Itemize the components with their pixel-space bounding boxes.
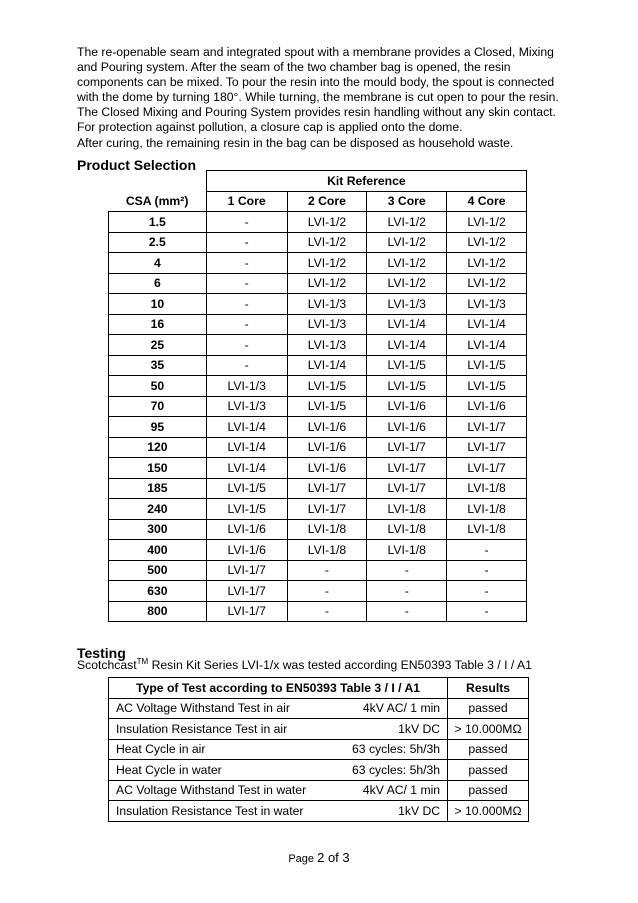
- table-row: [109, 601, 527, 622]
- csa-cell: 800: [109, 601, 207, 622]
- kit-cell: -: [206, 232, 287, 253]
- page-number: 2 of 3: [317, 850, 350, 865]
- kit-cell: LVI-1/5: [447, 376, 527, 397]
- csa-cell: 120: [109, 437, 207, 458]
- kit-cell: LVI-1/5: [447, 355, 527, 376]
- csa-cell: 95: [109, 417, 207, 438]
- csa-cell: 240: [109, 499, 207, 520]
- csa-cell: 50: [109, 376, 207, 397]
- kit-cell: LVI-1/7: [367, 437, 447, 458]
- test-condition-cell: 63 cycles: 5h/3h: [352, 760, 448, 781]
- kit-cell: -: [447, 581, 527, 602]
- test-name-cell: Heat Cycle in air: [109, 739, 352, 760]
- kit-cell: LVI-1/2: [287, 232, 367, 253]
- kit-cell: -: [206, 212, 287, 233]
- kit-cell: LVI-1/2: [287, 253, 367, 274]
- kit-cell: LVI-1/3: [287, 314, 367, 335]
- test-condition-cell: 63 cycles: 5h/3h: [352, 739, 448, 760]
- intro-text: [77, 45, 577, 151]
- kit-cell: -: [206, 314, 287, 335]
- kit-cell: LVI-1/6: [447, 396, 527, 417]
- kit-cell: -: [287, 581, 367, 602]
- table-row: [109, 294, 527, 315]
- kit-cell: LVI-1/3: [447, 294, 527, 315]
- kit-cell: LVI-1/3: [367, 294, 447, 315]
- csa-cell: 35: [109, 355, 207, 376]
- kit-cell: LVI-1/4: [447, 314, 527, 335]
- testing-table: [108, 677, 529, 822]
- page-label: Page: [288, 853, 315, 865]
- core-header: 2 Core: [287, 191, 367, 212]
- kit-cell: -: [206, 253, 287, 274]
- kit-cell: LVI-1/4: [206, 458, 287, 479]
- kit-reference-header: Kit Reference: [206, 171, 526, 192]
- kit-cell: LVI-1/4: [206, 417, 287, 438]
- table-row: [109, 698, 529, 719]
- kit-cell: LVI-1/2: [447, 273, 527, 294]
- kit-cell: -: [206, 273, 287, 294]
- kit-cell: LVI-1/2: [367, 212, 447, 233]
- test-result-cell: passed: [448, 739, 529, 760]
- kit-cell: LVI-1/4: [287, 355, 367, 376]
- table-row: [109, 212, 527, 233]
- csa-cell: 300: [109, 519, 207, 540]
- csa-cell: 500: [109, 560, 207, 581]
- kit-cell: LVI-1/2: [367, 253, 447, 274]
- kit-cell: LVI-1/3: [287, 294, 367, 315]
- table-row: [109, 780, 529, 801]
- product-selection-title: Product Selection: [77, 157, 197, 173]
- table-row: [109, 560, 527, 581]
- test-result-cell: passed: [448, 760, 529, 781]
- csa-cell: 25: [109, 335, 207, 356]
- intro-paragraph: The Closed Mixing and Pouring System provides resin handling without any skin contact.: [77, 105, 556, 120]
- table-row: [109, 417, 527, 438]
- kit-cell: LVI-1/5: [287, 376, 367, 397]
- kit-cell: LVI-1/6: [287, 458, 367, 479]
- kit-cell: LVI-1/4: [447, 335, 527, 356]
- kit-cell: LVI-1/2: [287, 212, 367, 233]
- kit-cell: LVI-1/7: [287, 499, 367, 520]
- kit-cell: LVI-1/3: [287, 335, 367, 356]
- csa-cell: 2.5: [109, 232, 207, 253]
- kit-cell: LVI-1/4: [367, 335, 447, 356]
- kit-cell: LVI-1/7: [447, 437, 527, 458]
- kit-cell: LVI-1/6: [206, 540, 287, 561]
- table-row: [109, 581, 527, 602]
- kit-cell: LVI-1/8: [367, 499, 447, 520]
- test-condition-cell: 4kV AC/ 1 min: [352, 780, 448, 801]
- kit-cell: -: [287, 601, 367, 622]
- kit-cell: LVI-1/4: [206, 437, 287, 458]
- csa-header: CSA (mm²): [109, 191, 207, 212]
- kit-cell: LVI-1/5: [206, 478, 287, 499]
- kit-cell: -: [287, 560, 367, 581]
- core-header: 3 Core: [367, 191, 447, 212]
- intro-paragraph: After curing, the remaining resin in the bag can be disposed as household waste.: [77, 135, 514, 150]
- kit-cell: LVI-1/7: [206, 560, 287, 581]
- table-row: [109, 437, 527, 458]
- csa-cell: 10: [109, 294, 207, 315]
- testing-title: Testing: [77, 645, 126, 661]
- kit-cell: LVI-1/7: [287, 478, 367, 499]
- core-header: 1 Core: [206, 191, 287, 212]
- intro-paragraph: The re-openable seam and integrated spout with a membrane provides a Closed, Mixing and Pouring system. After the seam of the two chamber bag is opened, the resin components can be mixed. To pour the resin into the mould body, the spout is connected with the dome by turning 180°. While turning, the membrane is cut open to pour the resin.: [77, 45, 559, 105]
- csa-cell: 70: [109, 396, 207, 417]
- csa-cell: 6: [109, 273, 207, 294]
- table-row: [109, 499, 527, 520]
- table-row: [109, 478, 527, 499]
- table-row: [109, 396, 527, 417]
- trademark: TM: [136, 656, 149, 666]
- kit-cell: -: [447, 560, 527, 581]
- kit-cell: LVI-1/2: [367, 273, 447, 294]
- kit-cell: -: [206, 294, 287, 315]
- csa-cell: 1.5: [109, 212, 207, 233]
- test-result-cell: > 10.000MΩ: [448, 801, 529, 822]
- table-corner: [109, 171, 207, 192]
- table-row: [109, 273, 527, 294]
- test-name-cell: Insulation Resistance Test in water: [109, 801, 352, 822]
- table-row: [109, 355, 527, 376]
- kit-cell: LVI-1/8: [447, 499, 527, 520]
- kit-cell: -: [447, 540, 527, 561]
- csa-cell: 400: [109, 540, 207, 561]
- kit-cell: LVI-1/7: [447, 458, 527, 479]
- kit-cell: LVI-1/2: [287, 273, 367, 294]
- kit-cell: LVI-1/8: [287, 540, 367, 561]
- kit-cell: LVI-1/5: [367, 355, 447, 376]
- kit-cell: LVI-1/5: [206, 499, 287, 520]
- test-result-cell: > 10.000MΩ: [448, 719, 529, 740]
- kit-cell: -: [367, 560, 447, 581]
- test-result-cell: passed: [448, 780, 529, 801]
- kit-cell: LVI-1/3: [206, 396, 287, 417]
- table-row: [109, 314, 527, 335]
- kit-cell: LVI-1/6: [206, 519, 287, 540]
- kit-cell: LVI-1/2: [447, 253, 527, 274]
- kit-cell: LVI-1/7: [206, 581, 287, 602]
- table-row: [109, 253, 527, 274]
- test-result-cell: passed: [448, 698, 529, 719]
- kit-cell: LVI-1/2: [447, 212, 527, 233]
- kit-cell: LVI-1/7: [206, 601, 287, 622]
- results-header: Results: [448, 678, 529, 699]
- csa-cell: 16: [109, 314, 207, 335]
- test-name-cell: Heat Cycle in water: [109, 760, 352, 781]
- csa-cell: 150: [109, 458, 207, 479]
- kit-cell: LVI-1/7: [367, 478, 447, 499]
- intro-paragraph: For protection against pollution, a closure cap is applied onto the dome.: [77, 120, 463, 135]
- kit-cell: LVI-1/7: [367, 458, 447, 479]
- kit-cell: -: [206, 355, 287, 376]
- table-row: [109, 232, 527, 253]
- table-row: [109, 458, 527, 479]
- core-header: 4 Core: [447, 191, 527, 212]
- kit-cell: LVI-1/5: [367, 376, 447, 397]
- test-condition-cell: 1kV DC: [352, 801, 448, 822]
- table-row: [109, 335, 527, 356]
- kit-cell: LVI-1/2: [447, 232, 527, 253]
- table-row: [109, 760, 529, 781]
- kit-cell: -: [367, 581, 447, 602]
- kit-cell: LVI-1/6: [367, 396, 447, 417]
- test-name-cell: AC Voltage Withstand Test in air: [109, 698, 352, 719]
- table-row: [109, 739, 529, 760]
- table-row: [109, 719, 529, 740]
- test-condition-cell: 1kV DC: [352, 719, 448, 740]
- kit-cell: -: [447, 601, 527, 622]
- table-row: [109, 801, 529, 822]
- csa-cell: 630: [109, 581, 207, 602]
- page-footer: [0, 850, 638, 865]
- kit-cell: LVI-1/5: [287, 396, 367, 417]
- kit-cell: -: [206, 335, 287, 356]
- kit-cell: LVI-1/8: [287, 519, 367, 540]
- test-type-header: Type of Test according to EN50393 Table 3 / I / A1: [109, 678, 448, 699]
- kit-cell: -: [367, 601, 447, 622]
- testing-description-text: Resin Kit Series LVI-1/x was tested according EN50393 Table 3 / I / A1: [148, 658, 532, 672]
- table-row: [109, 519, 527, 540]
- testing-description: [77, 658, 532, 672]
- test-name-cell: AC Voltage Withstand Test in water: [109, 780, 352, 801]
- kit-cell: LVI-1/8: [447, 519, 527, 540]
- kit-cell: LVI-1/6: [287, 417, 367, 438]
- kit-cell: LVI-1/6: [367, 417, 447, 438]
- kit-cell: LVI-1/4: [367, 314, 447, 335]
- product-selection-table: [108, 170, 527, 622]
- kit-cell: LVI-1/3: [206, 376, 287, 397]
- csa-cell: 4: [109, 253, 207, 274]
- kit-cell: LVI-1/2: [367, 232, 447, 253]
- kit-cell: LVI-1/8: [447, 478, 527, 499]
- kit-cell: LVI-1/7: [447, 417, 527, 438]
- table-row: [109, 376, 527, 397]
- table-row: [109, 540, 527, 561]
- csa-cell: 185: [109, 478, 207, 499]
- kit-cell: LVI-1/8: [367, 519, 447, 540]
- kit-cell: LVI-1/6: [287, 437, 367, 458]
- test-condition-cell: 4kV AC/ 1 min: [352, 698, 448, 719]
- kit-cell: LVI-1/8: [367, 540, 447, 561]
- test-name-cell: Insulation Resistance Test in air: [109, 719, 352, 740]
- brand-name: Scotchcast: [77, 658, 137, 672]
